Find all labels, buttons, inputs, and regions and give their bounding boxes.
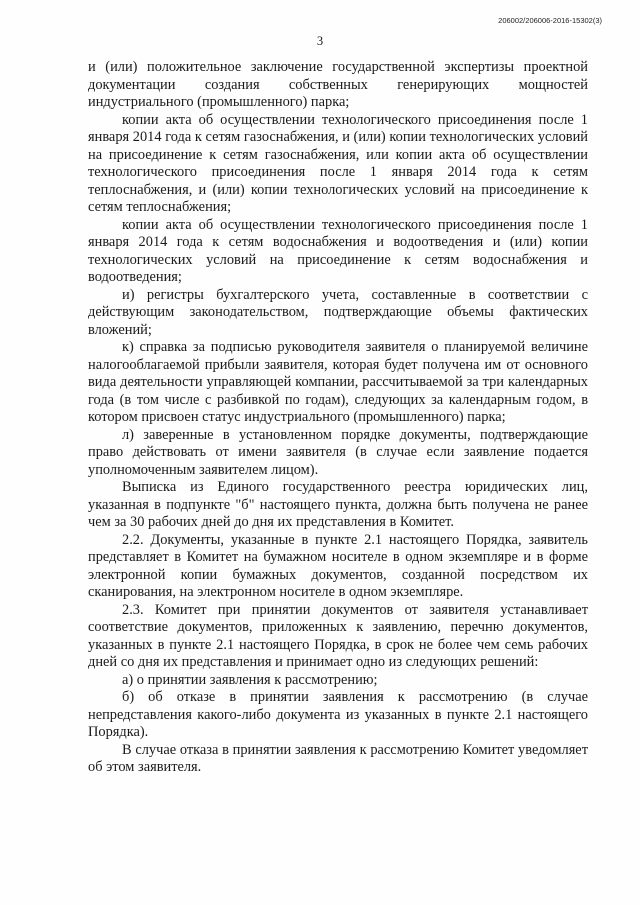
- paragraph: б) об отказе в принятии заявления к рассмотрению (в случае непредставления какого-либо документа из указанных в пункте 2.1 настоящего Порядка).: [88, 689, 588, 740]
- page-number: 3: [316, 34, 324, 48]
- paragraph: и) регистры бухгалтерского учета, составленные в соответствии с действующим законодательством, подтверждающие объемы фактических вложений;: [88, 286, 588, 338]
- paragraph: 2.3. Комитет при принятии документов от заявителя устанавливает соответствие документов, приложенных к заявлению, перечню документов, указанных в пункте 2.1 настоящего Порядка, в срок не более чем семь рабочих дней со дня их представления и принимает одно из следующих решений:: [88, 601, 588, 670]
- paragraph: В случае отказа в принятии заявления к рассмотрению Комитет уведомляет об этом заявителя.: [88, 741, 588, 775]
- paragraph: л) заверенные в установленном порядке документы, подтверждающие право действовать от имени заявителя (в случае если заявление подается уполномоченным заявителем лицом).: [88, 426, 588, 478]
- paragraph: и (или) положительное заключение государственной экспертизы проектной документации создания собственных генерирующих мощностей индустриального (промышленного) парка;: [88, 59, 588, 110]
- paragraph: к) справка за подписью руководителя заявителя о планируемой величине налогооблагаемой прибыли заявителя, которая будет получена им от основного вида деятельности управляющей компании, рассчитываемой за три календарных года (в том числе с разбивкой по годам), следующих за календарным годом, в котором присвоен статус индустриального (промышленного) парка;: [88, 339, 588, 425]
- document-body: [88, 59, 588, 777]
- paragraph: копии акта об осуществлении технологического присоединения после 1 января 2014 года к сетям водоснабжения и водоотведения и (или) копии технологических условий на присоединение к сетям водоснабжения и водоотведения;: [88, 216, 588, 285]
- paragraph: Выписка из Единого государственного реестра юридических лиц, указанная в подпункте "б" настоящего пункта, должна быть получена не ранее чем за 30 рабочих дней до дня их представления в Комитет.: [88, 479, 588, 530]
- paragraph: копии акта об осуществлении технологического присоединения после 1 января 2014 года к сетям газоснабжения, и (или) копии технологических условий на присоединение к сетям газоснабжения, или копии акта об осуществлении технологического присоединения после 1 января 2014 года к сетям теплоснабжения, и (или) копии технологических условий на присоединение к сетям теплоснабжения;: [88, 111, 588, 215]
- paragraph: а) о принятии заявления к рассмотрению;: [122, 671, 378, 688]
- paragraph: 2.2. Документы, указанные в пункте 2.1 настоящего Порядка, заявитель представляет в Комитет на бумажном носителе в одном экземпляре и в форме электронной копии бумажных документов, созданной посредством их сканирования, на электронном носителе в одном экземпляре.: [88, 531, 588, 600]
- document-id: 206002/206006-2016-15302(3): [498, 16, 602, 25]
